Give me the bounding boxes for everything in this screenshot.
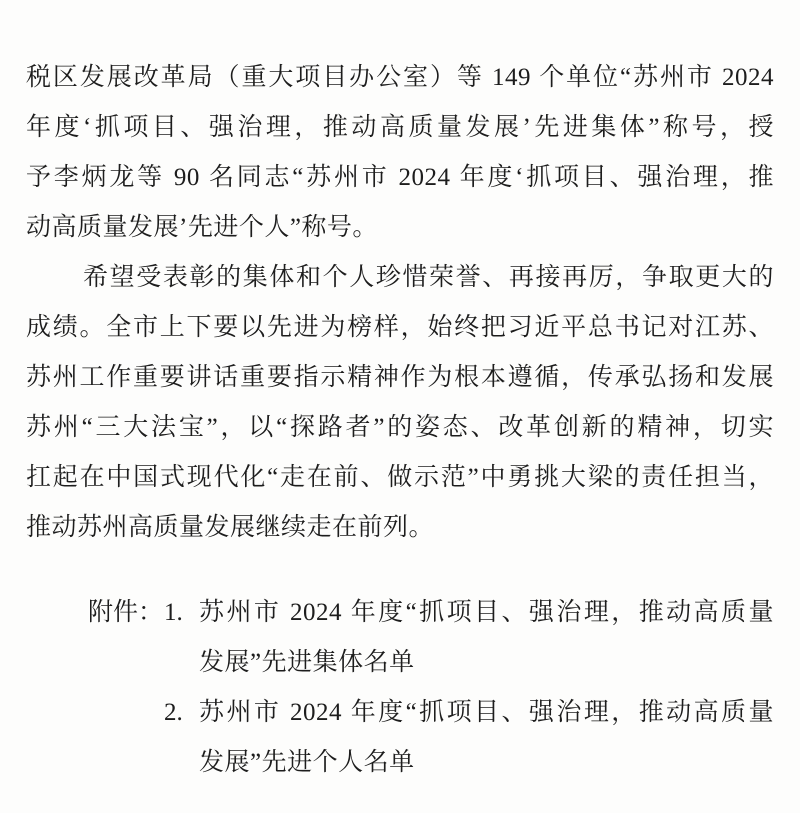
attachment-item-1 xyxy=(26,588,774,688)
text-line: 年度‘抓项目、强治理，推动高质量发展’先进集体”称号，授 xyxy=(26,114,774,141)
text-line: 苏州工作重要讲话重要指示精神作为根本遵循，传承弘扬和发展 xyxy=(26,364,774,391)
text-line: 发展”先进个人名单 xyxy=(199,749,415,776)
paragraph-awards xyxy=(26,53,774,253)
text-line: 予李炳龙等 90 名同志“苏州市 2024 年度‘抓项目、强治理，推 xyxy=(26,164,774,191)
attachment-label-spacer xyxy=(88,688,164,738)
attachment-item-title xyxy=(199,688,774,788)
text-line: 希望受表彰的集体和个人珍惜荣誉、再接再厉，争取更大的 xyxy=(83,264,774,291)
attachment-item-number: 2. xyxy=(164,699,183,726)
text-line: 发展”先进集体名单 xyxy=(199,649,415,676)
attachment-item-number: 1. xyxy=(164,599,183,626)
attachment-item-title xyxy=(199,588,774,688)
attachment-item-2 xyxy=(26,688,774,788)
paragraph-exhortation xyxy=(26,253,774,553)
text-line: 扛起在中国式现代化“走在前、做示范”中勇挑大梁的责任担当， xyxy=(26,464,774,491)
attachment-label: 附件： xyxy=(88,599,164,626)
text-line: 推动苏州高质量发展继续走在前列。 xyxy=(26,514,435,541)
attachment-section xyxy=(26,588,774,788)
text-line: 成绩。全市上下要以先进为榜样，始终把习近平总书记对江苏、 xyxy=(26,314,774,341)
document-body xyxy=(26,53,774,788)
text-line: 苏州市 2024 年度“抓项目、强治理，推动高质量 xyxy=(199,699,774,726)
text-line: 税区发展改革局（重大项目办公室）等 149 个单位“苏州市 2024 xyxy=(26,64,774,91)
text-line: 苏州市 2024 年度“抓项目、强治理，推动高质量 xyxy=(199,599,774,626)
text-line: 动高质量发展’先进个人”称号。 xyxy=(26,214,378,241)
text-line: 苏州“三大法宝”，以“探路者”的姿态、改革创新的精神，切实 xyxy=(26,414,774,441)
